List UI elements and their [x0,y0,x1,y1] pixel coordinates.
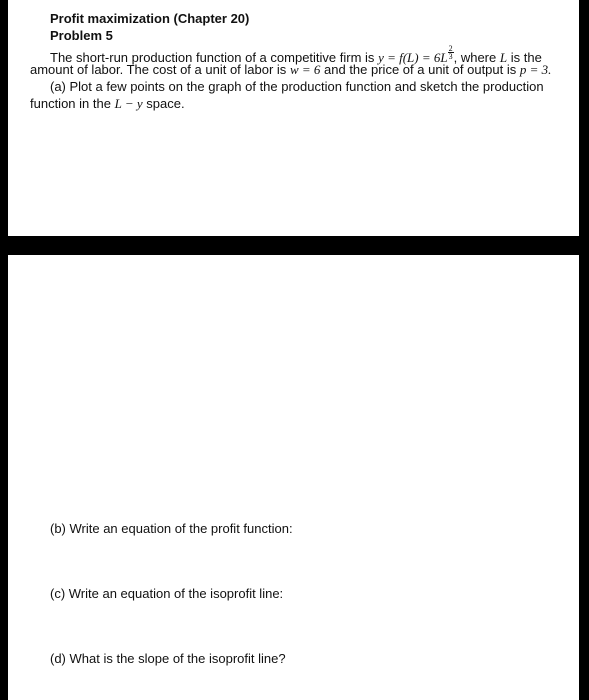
question-b: (b) Write an equation of the profit function: [50,521,293,536]
intro-text: , where [453,50,497,65]
part-a-line-2 [30,96,185,112]
intro-text: The short-run production function of a competitive firm is [50,50,375,65]
page-top [8,0,579,236]
exponent-denominator: 3 [448,52,453,61]
chapter-heading: Profit maximization (Chapter 20) [50,11,250,26]
wage-value: w = 6 [289,62,321,77]
production-function-formula: y = f(L) = 6L [378,50,448,65]
price-value: p = 3. [519,62,552,77]
part-a-text: function in the [30,96,111,111]
intro-text: is the [510,50,542,65]
page-bottom [8,255,579,700]
problem-heading: Problem 5 [50,28,113,43]
l-y-space: L − y [114,96,143,111]
part-a-line-1: (a) Plot a few points on the graph of the production function and sketch the production [50,79,544,94]
intro-text: amount of labor. The cost of a unit of labor is [30,62,287,77]
intro-text: and the price of a unit of output is [324,62,517,77]
labor-variable: L [499,50,508,65]
part-a-text: space. [146,96,185,111]
exponent-numerator: 2 [448,44,453,53]
question-c: (c) Write an equation of the isoprofit line: [50,586,284,601]
intro-line-2 [30,62,551,78]
question-d: (d) What is the slope of the isoprofit line? [50,651,286,666]
